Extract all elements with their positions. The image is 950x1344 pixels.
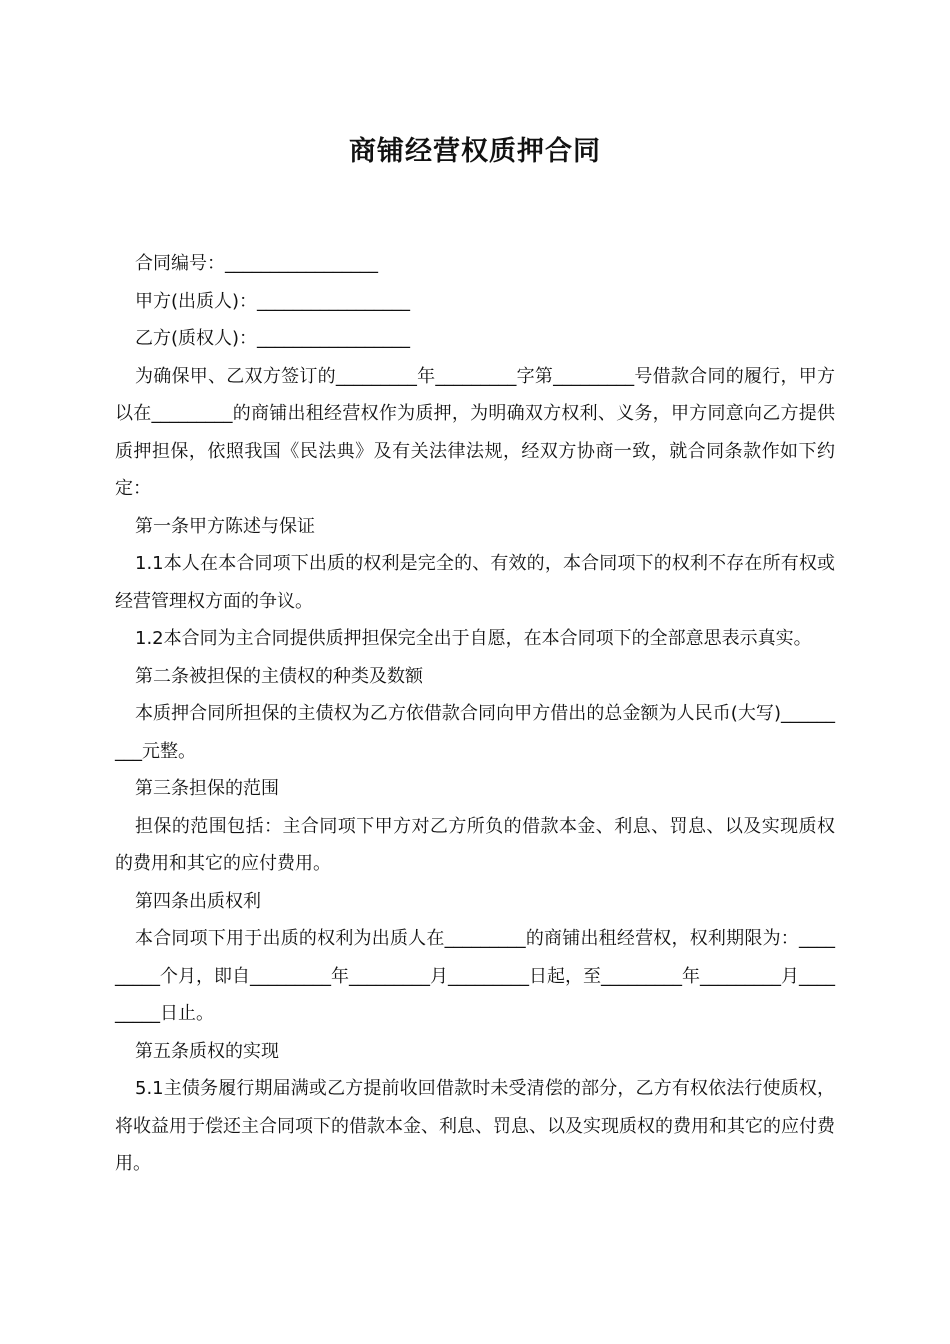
preamble-paragraph: 为确保甲、乙双方签订的_________年_________字第_________号借款合同的履行，甲方以在_________的商铺出租经营权作为质押，为明确双方权利、义务，甲方同意向乙方提供质押担保，依照我国《民法典》及有关法律法规，经双方协商一致，就合同条款作如下约定： <box>115 365 835 499</box>
contract-number-line: 合同编号：_________________ <box>135 253 378 274</box>
document-body <box>115 245 835 1183</box>
article-4-body: 本合同项下用于出质的权利为出质人在_________的商铺出租经营权，权利期限为：_________个月，即自_________年_________月_________日起，至_________年_________月_________日止。 <box>115 928 835 1024</box>
clause-1-2: 1.2本合同为主合同提供质押担保完全出于自愿，在本合同项下的全部意思表示真实。 <box>135 628 812 649</box>
clause-1-1: 1.1本人在本合同项下出质的权利是完全的、有效的，本合同项下的权利不存在所有权或经营管理权方面的争议。 <box>115 553 835 612</box>
article-2-body: 本质押合同所担保的主债权为乙方依借款合同向甲方借出的总金额为人民币(大写)_________元整。 <box>115 703 835 762</box>
document-title: 商铺经营权质押合同 <box>349 136 601 167</box>
article-4-heading: 第四条出质权利 <box>135 890 261 912</box>
article-5-heading: 第五条质权的实现 <box>135 1040 279 1062</box>
party-b-line: 乙方(质权人)：_________________ <box>135 328 411 349</box>
article-3-body: 担保的范围包括：主合同项下甲方对乙方所负的借款本金、利息、罚息、以及实现质权的费用和其它的应付费用。 <box>115 815 835 874</box>
article-3-heading: 第三条担保的范围 <box>135 778 279 799</box>
clause-5-1: 5.1主债务履行期届满或乙方提前收回借款时未受清偿的部分，乙方有权依法行使质权，将收益用于偿还主合同项下的借款本金、利息、罚息、以及实现质权的费用和其它的应付费用。 <box>115 1078 835 1174</box>
article-1-heading: 第一条甲方陈述与保证 <box>135 515 315 537</box>
party-a-line: 甲方(出质人)：_________________ <box>135 290 411 312</box>
article-2-heading: 第二条被担保的主债权的种类及数额 <box>135 665 423 687</box>
